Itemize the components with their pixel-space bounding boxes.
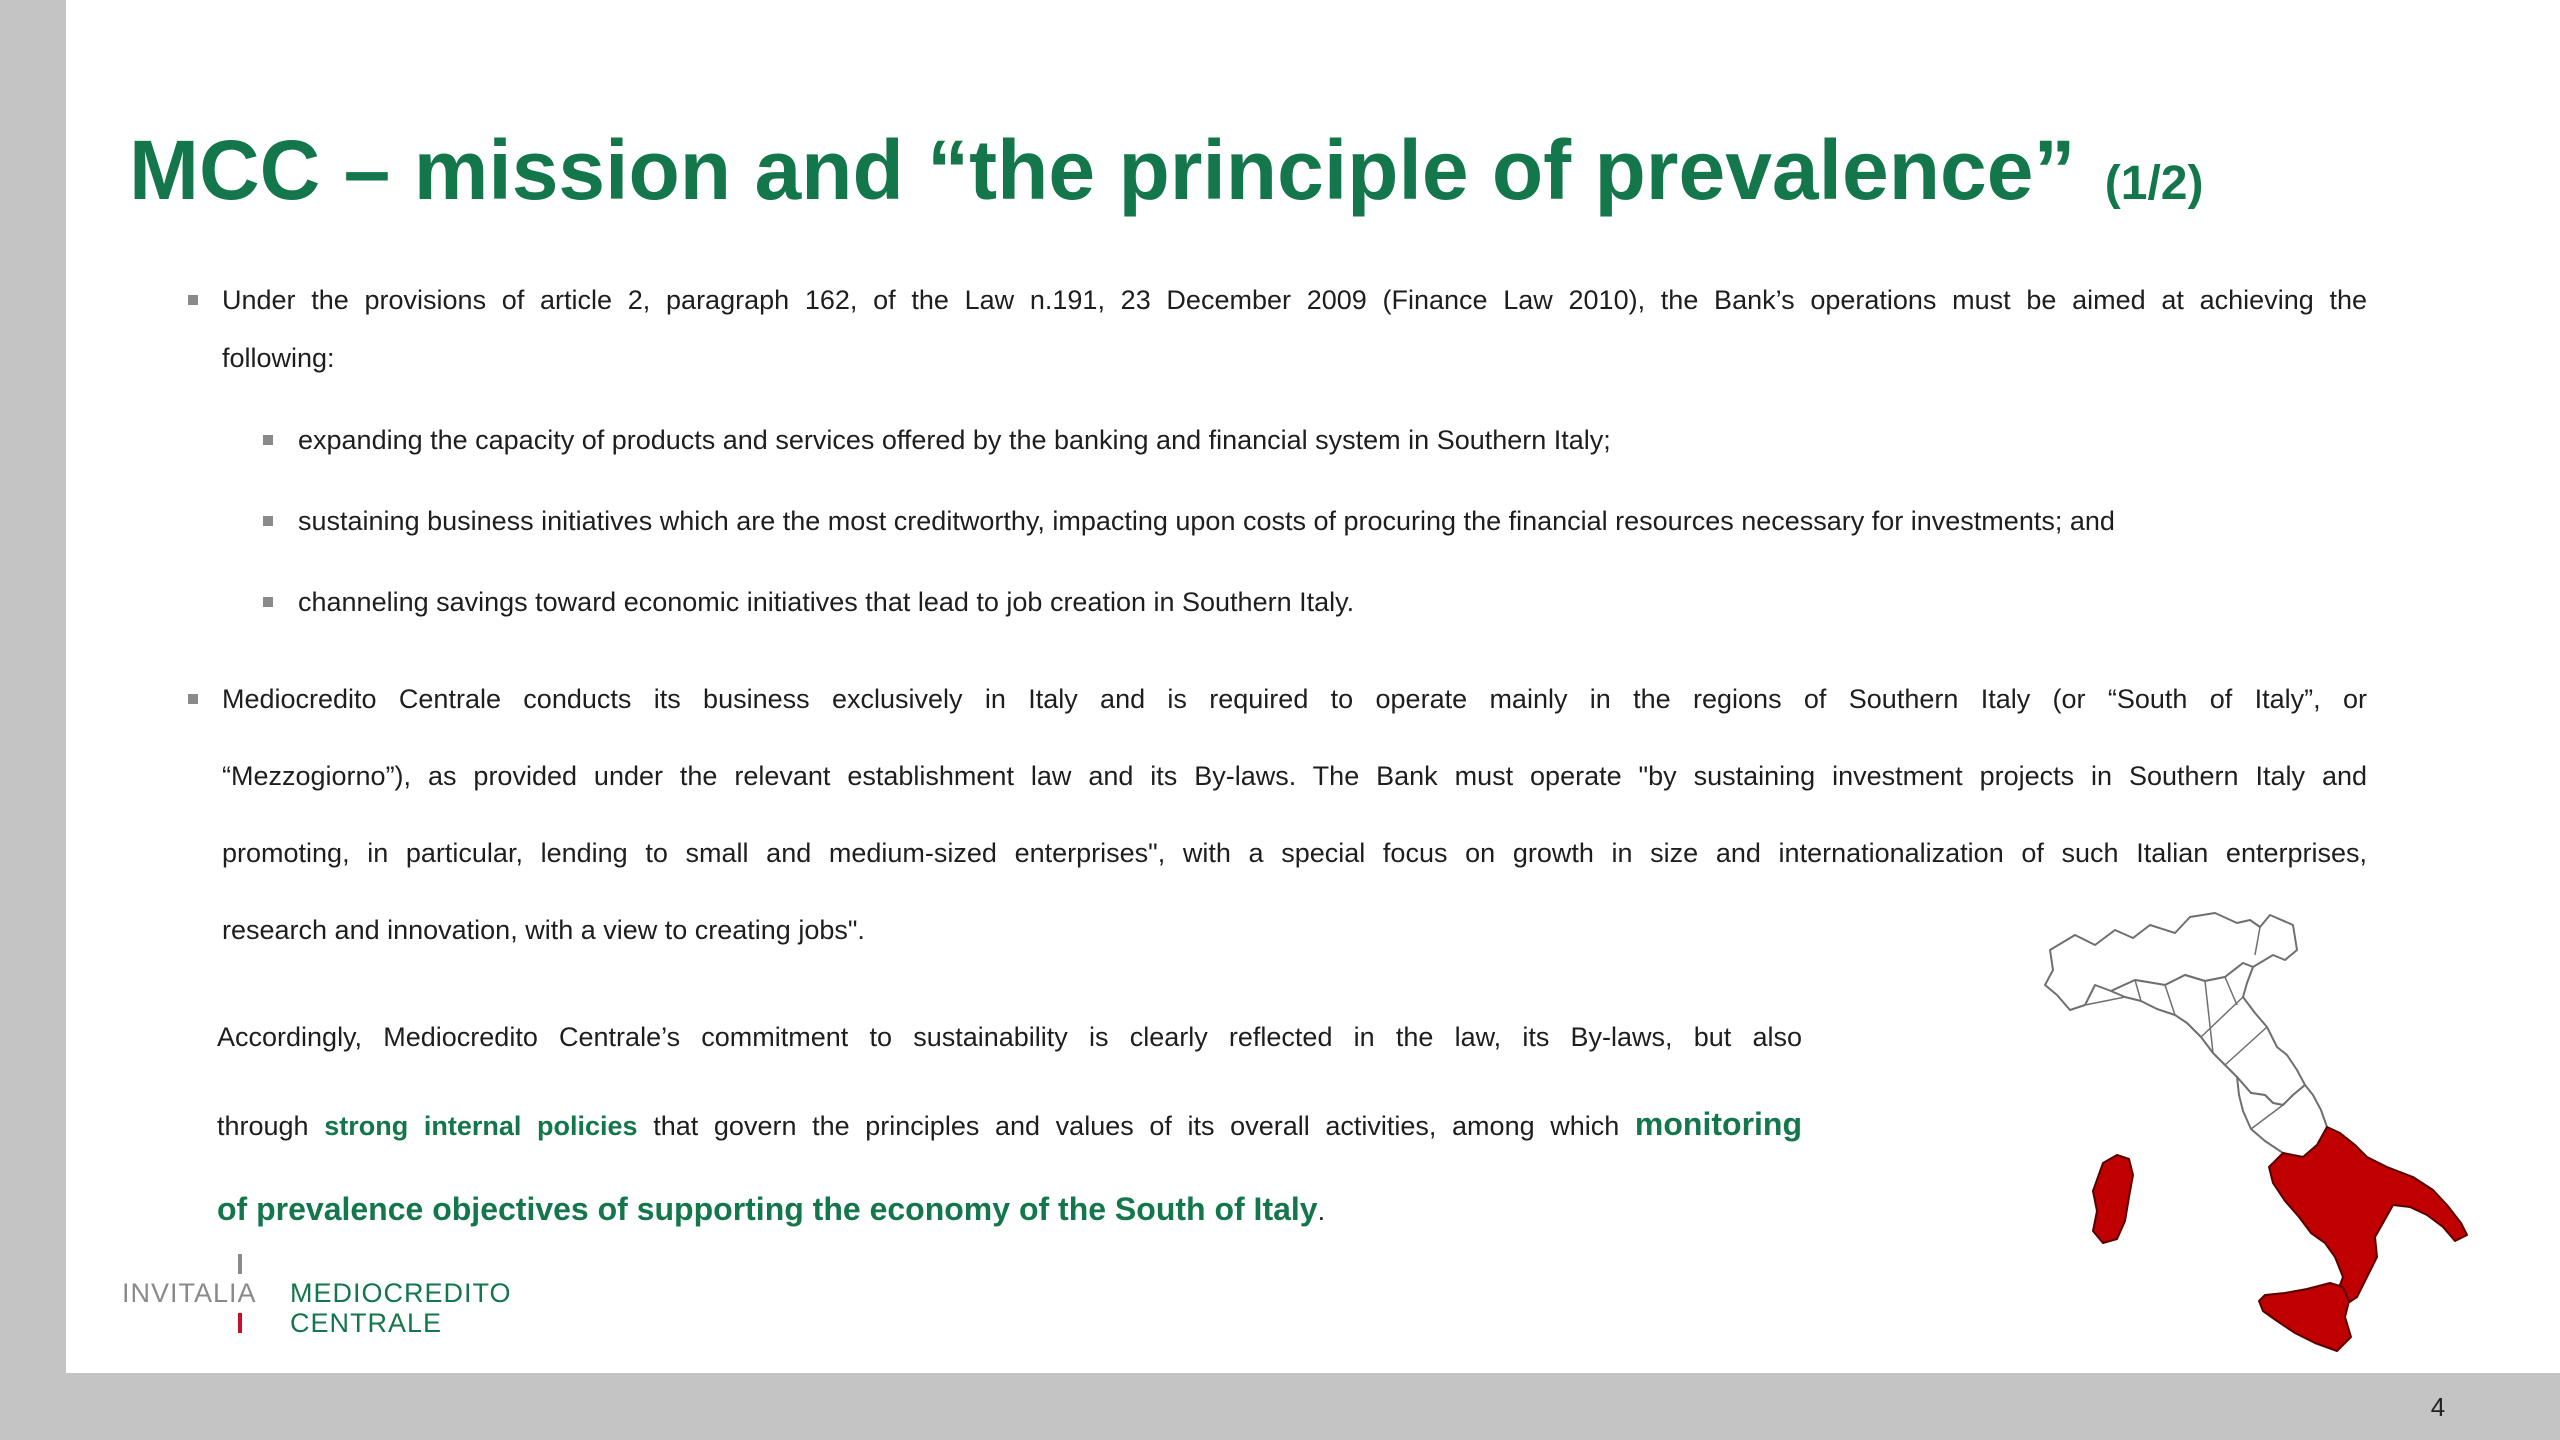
highlight-monitoring: monitoring (1634, 1106, 1802, 1142)
logo-mcc-line-2: CENTRALE (290, 1308, 443, 1338)
italy-map-icon (2015, 905, 2475, 1355)
bullet-2-line-4: research and innovation, with a view to creating jobs". (222, 915, 865, 945)
logo-mcc-line-1: MEDIOCREDITO (290, 1278, 512, 1308)
bullet-2-line-1: Mediocredito Centrale conducts its business exclusively in Italy and is required to operate mainly in the regions of Southern Italy (or “South of Italy”, or (222, 684, 2367, 714)
sub-item-1: expanding the capacity of products and services offered by the banking and financial system in Southern Italy; (298, 425, 1611, 455)
highlight-prevalence-objectives: of prevalence objectives of supporting the economy of the South of Italy (217, 1191, 1318, 1227)
map-sardinia (2093, 1155, 2133, 1243)
title-part: (1/2) (2104, 157, 2204, 210)
bullet-1-line-2: following: (222, 343, 335, 373)
logo-bar-top (238, 1254, 242, 1274)
sub-item-2: sustaining business initiatives which are the most creditworthy, impacting upon costs of procuring the financial resources necessary for investments; and (298, 506, 2115, 536)
sub-bullet-marker (263, 597, 273, 607)
page-number: 4 (2430, 1392, 2446, 1422)
title-main: MCC – mission and “the principle of prevalence” (129, 123, 2076, 217)
closing-line-2: through strong internal policies that govern the principles and values of its overall activities, among which monitoring (217, 1106, 1802, 1142)
slide-title (129, 115, 2429, 225)
logo-invitalia: INVITALIA (122, 1278, 257, 1308)
map-sicily (2259, 1283, 2351, 1351)
logo-bar-bottom (238, 1313, 242, 1333)
bullet-1-line-1: Under the provisions of article 2, paragraph 162, of the Law n.191, 23 December 2009 (Finance Law 2010), the Bank’s operations must be aimed at achieving the (222, 285, 2367, 315)
bullet-marker (188, 295, 198, 305)
closing-line-3: of prevalence objectives of supporting the economy of the South of Italy. (217, 1191, 1326, 1227)
sub-bullet-marker (263, 516, 273, 526)
bullet-2-line-2: “Mezzogiorno”), as provided under the relevant establishment law and its By-laws. The Bank must operate "by sustaining investment projects in Southern Italy and (222, 761, 2367, 791)
logo-mediocredito (290, 1278, 512, 1338)
map-central-italy (2111, 963, 2305, 1105)
bullet-2-line-3: promoting, in particular, lending to small and medium-sized enterprises", with a special focus on growth in size and internationalization of such Italian enterprises, (222, 838, 2367, 868)
sub-item-3: channeling savings toward economic initiatives that lead to job creation in Southern Italy. (298, 587, 1355, 617)
bullet-marker (188, 694, 198, 704)
highlight-strong-internal-policies: strong internal policies (324, 1111, 638, 1141)
sub-bullet-marker (263, 435, 273, 445)
closing-line-1: Accordingly, Mediocredito Centrale’s commitment to sustainability is clearly reflected in the law, its By-laws, but also (217, 1022, 1802, 1052)
